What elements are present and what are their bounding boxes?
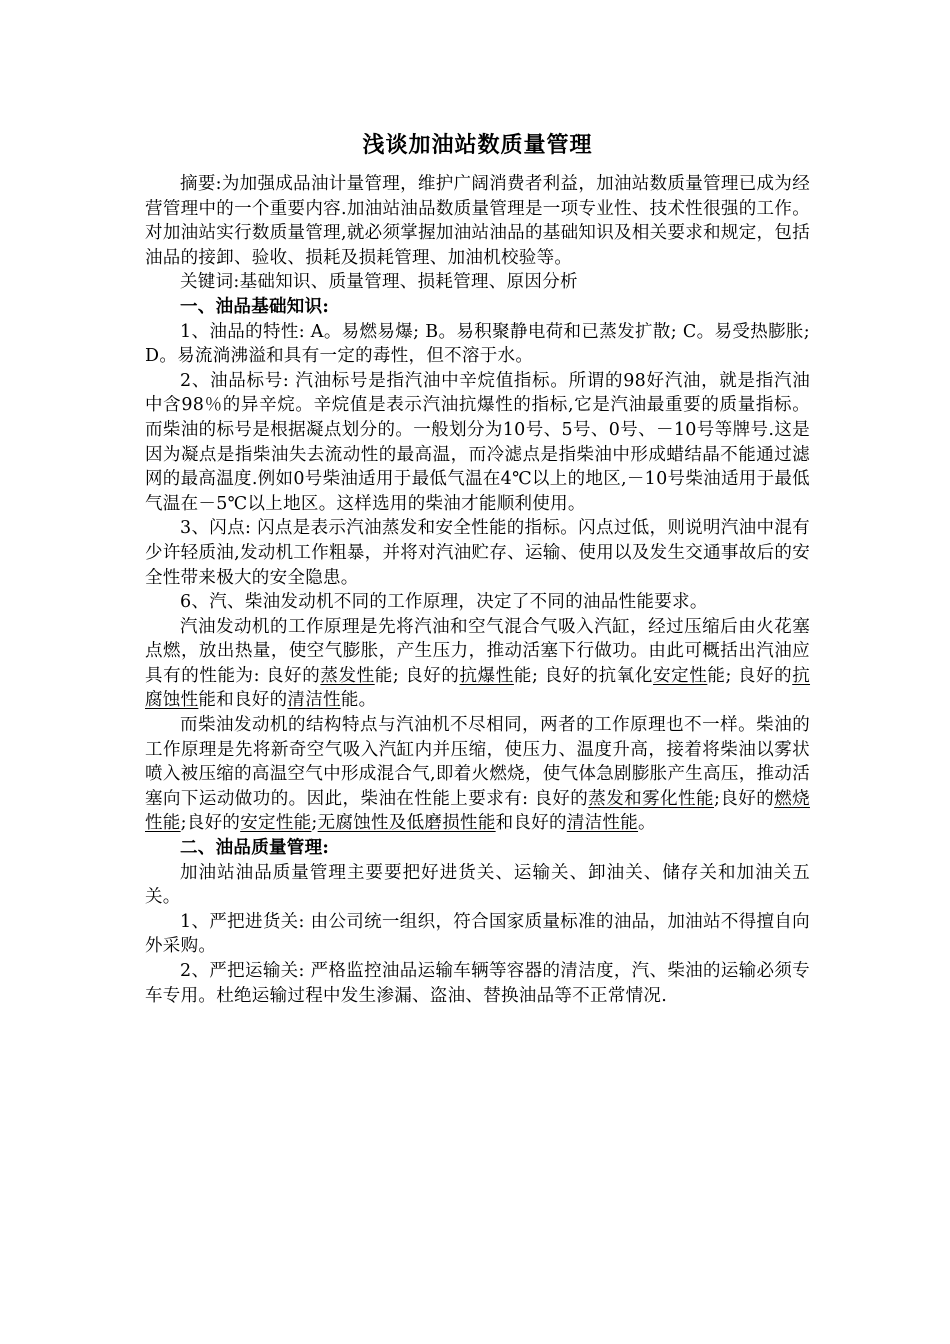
document-body (145, 130, 810, 1008)
underlined-term: 无腐蚀性及低磨损性能 (317, 813, 496, 834)
text-run: ;良好的 (713, 788, 775, 809)
paragraph-flash-point: 3、闪点: 闪点是表示汽油蒸发和安全性能的指标。闪点过低，则说明汽油中混有少许轻质油,发动机工作粗暴，并将对汽油贮存、运输、使用以及发生交通事故后的安全性带来极大的安全隐患。 (145, 518, 810, 588)
section-heading-quality-management: 二、油品质量管理: (180, 838, 330, 859)
underlined-term: 安定性能 (240, 813, 312, 834)
underlined-term: 抗腐蚀性 (145, 665, 811, 711)
keywords-paragraph: 关键词:基础知识、质量管理、损耗管理、原因分析 (180, 272, 578, 293)
text-run: 而柴油发动机的结构特点与汽油机不尽相同，两者的工作原理也不一样。柴油的工作原理是先将新奇空气吸入汽缸内并压缩，使压力、温度升高，接着将柴油以雾状喷入被压缩的高温空气中形成混合气,即着火燃烧，使气体急剧膨胀产生高压，推动活塞向下运动做功的。因此，柴油在性能上要求有: 良好的 (145, 715, 810, 809)
paragraph-transport-control: 2、严把运输关: 严格监控油品运输车辆等容器的清洁度，汽、柴油的运输必须专车专用。杜绝运输过程中发生渗漏、盗油、替换油品等不正常情况. (145, 961, 810, 1006)
underlined-term: 蒸发和雾化性能 (588, 788, 714, 809)
underlined-term: 抗爆性 (459, 665, 514, 686)
text-run: 能和良好的 (198, 690, 288, 711)
text-run: 。 (638, 813, 656, 834)
text-run: 能。 (340, 690, 377, 711)
underlined-term: 清洁性 (287, 690, 341, 711)
text-run: ;良好的 (180, 813, 241, 834)
text-run: 能; 良好的 (374, 665, 460, 686)
underlined-term: 安定性 (653, 665, 708, 686)
text-run: 和良好的 (495, 813, 567, 834)
paragraph-five-checkpoints: 加油站油品质量管理主要要把好进货关、运输关、卸油关、储存关和加油关五关。 (145, 862, 810, 908)
paragraph-engine-principles: 6、汽、柴油发动机不同的工作原理，决定了不同的油品性能要求。 (180, 592, 708, 613)
text-run: 能; 良好的 (707, 665, 793, 686)
text-run: ; (311, 813, 318, 834)
underlined-term: 清洁性能 (566, 813, 639, 834)
paragraph-diesel-engine (145, 713, 810, 836)
text-run: 能; 良好的抗氧化 (513, 665, 654, 686)
paragraph-oil-grades: 2、油品标号: 汽油标号是指汽油中辛烷值指标。所谓的98好汽油，就是指汽油中含98％的异辛烷。辛烷值是表示汽油抗爆性的指标,它是汽油最重要的质量指标。而柴油的标号是根据凝点划分的。一般划分为10号、5号、0号、－10号等牌号.这是因为凝点是指柴油失去流动性的最高温，而冷滤点是指柴油中形成蜡结晶不能通过滤网的最高温度.例如0号柴油适用于最低气温在4℃以上的地区,－10号柴油适用于最低气温在－5℃以上地区。这样选用的柴油才能顺利使用。 (145, 370, 810, 514)
section-heading-oil-basics: 一、油品基础知识: (180, 296, 330, 317)
paragraph-oil-characteristics: 1、油品的特性: A。易燃易爆; B。易积聚静电荷和已蒸发扩散; C。易受热膨胀; D。易流淌沸溢和具有一定的毒性，但不溶于水。 (145, 321, 810, 367)
document-title: 浅谈加油站数质量管理 (362, 132, 593, 158)
abstract-paragraph: 摘要:为加强成品油计量管理，维护广阔消费者利益，加油站数质量管理已成为经营管理中的一个重要内容.加油站油品数质量管理是一项专业性、技术性很强的工作。对加油站实行数质量管理,就必须掌握加油站油品的基础知识及相关要求和规定，包括油品的接卸、验收、损耗及损耗管理、加油机校验等。 (145, 174, 810, 268)
text-run: 汽油发动机的工作原理是先将汽油和空气混合气吸入汽缸，经过压缩后由火花塞点燃，放出热量，使空气膨胀，产生压力，推动活塞下行做功。由此可概括出汽油应具有的性能为: 良好的 (145, 616, 810, 686)
paragraph-purchase-control: 1、严把进货关: 由公司统一组织，符合国家质量标准的油品，加油站不得擅自向外采购。 (145, 911, 810, 957)
paragraph-gasoline-engine (145, 615, 810, 713)
underlined-term: 蒸发性 (320, 665, 375, 686)
underlined-term: 燃烧性能 (145, 788, 810, 834)
